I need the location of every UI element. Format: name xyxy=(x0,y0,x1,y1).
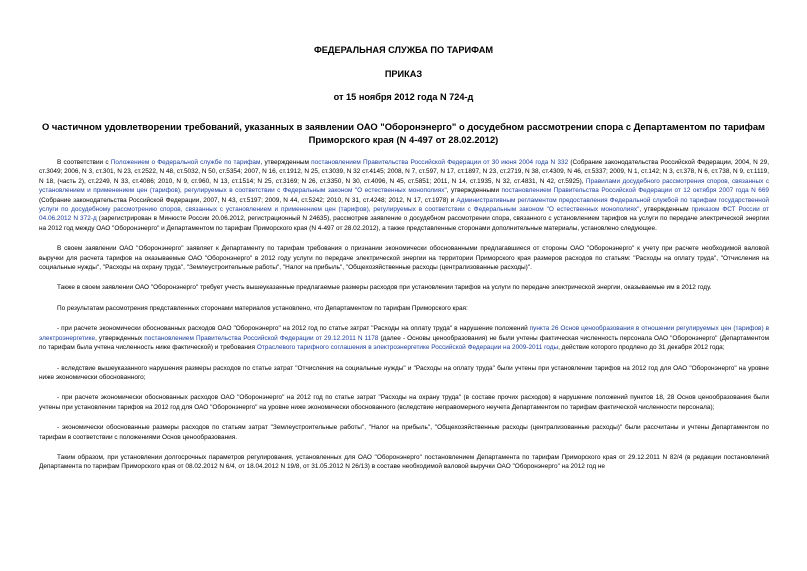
text-run: , утвержденным xyxy=(260,159,312,166)
link-pricing-basics-item-26[interactable]: пункта 26 Основ ценообразования в отношении регулируемых цен (тарифов) в электроэнергетике xyxy=(39,325,769,342)
paragraph-conclusion: Таким образом, при установлении долгосрочных параметров регулирования, установленных для ОАО "Оборонэнерго" постановлением Департамента по тарифам Приморского края от 29.12.2011 N 82/4 (в редакции постановлений Департамента по тарифам Приморского края от 08.02.2012 N 6/4, от 18.04.2012 N 19/8, от 31.05.2012 N 26/13) в составе необходимой валовой выручки ОАО "Оборонэнерго" на 2012 год не xyxy=(39,453,769,471)
text-run: , действие которого продлено до 31 декабря 2012 года; xyxy=(558,344,725,352)
date-number-heading: от 15 ноября 2012 года N 724-д xyxy=(333,92,474,102)
text-run: (Собрание законодательства Российской Федерации, 2007, N 43, ст.5197; 2009, N 44, ст.5242; 2010, N 31, ст.4248; 2012, N 17, ст.1978) и xyxy=(39,196,457,204)
link-administrative-regulation[interactable]: Административным регламентом предоставления Федеральной службой по тарифам государственной услуги по досудебному рассмотрению споров, связанных с установлением и применением цен (тарифов), регулируемых в соответствии с Федеральным законом "О естественных монополиях" xyxy=(39,196,769,214)
paragraph-findings-intro: По результатам рассмотрения представленных сторонами материалов установлено, что Департаментом по тарифам Приморского края: xyxy=(57,304,468,312)
text-run: , утвержденными xyxy=(446,187,502,195)
paragraph-claim: В своем заявлении ОАО "Оборонэнерго" заявляет к Департаменту по тарифам требования о признании экономически обоснованными предлагавшиеся от стороны ОАО "Оборонэнерго" к учету при расчете необходимой валовой выручки для расчета тарифов на оказываемые ОАО "Оборонэнерго" в 2012 году услуги по передаче электрической энергии на территории Приморского края размеров расходов по статьям: "Расходы на оплату труда", "Отчисления на социальные нужды", "Расходы на охрану труда", "Землеустроительные работы", "Налог на прибыль", "Общехозяйственные расходы (централизованные расходы)". xyxy=(39,245,769,272)
text-run: , утвержденным xyxy=(639,206,692,214)
paragraph-finding-labor-safety: - при расчете экономически обоснованных расходов ОАО "Оборонэнерго" на 2012 год по статье затрат "Расходы на охрану труда" (в составе прочих расходов) в нарушение положений пунктов 18, 28 Основ ценообразования были учтены при установлении тарифов на 2012 год для ОАО "Оборонэнерго" на уровне ниже экономически обоснованного (вследствие неправомерного неучета Департаментом по тарифам фактической численности персонала); xyxy=(39,394,769,411)
link-fst-regulation[interactable]: Положением о Федеральной службе по тарифам xyxy=(110,159,261,166)
doc-type-heading: ПРИКАЗ xyxy=(384,69,423,79)
link-government-decree-1178[interactable]: постановлением Правительства Российской Федерации от 29.12.2011 N 1178 xyxy=(144,334,379,342)
link-industry-tariff-agreement[interactable]: Отраслевого тарифного соглашения в электроэнергетике Российской Федерации на 2009-2011 годы xyxy=(256,344,559,352)
link-fst-order-372[interactable]: приказом ФСТ России от 04.06.2012 N 372-д xyxy=(39,206,769,223)
text-run: , утвержденных xyxy=(95,334,145,342)
text-run: (зарегистрирован в Минюсте России 20.06.2012, регистрационный N 24635), рассмотрев заявление о досудебном рассмотрении спора, связанного с установлением тарифов на услуги по передаче электрической энергии на 2012 год между ОАО "Оборонэнерго" и Департаментом по тарифам Приморского края (N 4-497 от 28.02.2012), а также представленные сторонами дополнительные материалы, установлено следующее. xyxy=(39,215,769,232)
paragraph-finding-labor-costs xyxy=(39,324,769,352)
paragraph-finding-other-costs: - экономически обоснованные размеры расходов по статьям затрат "Землеустроительные работы", "Налог на прибыль", "Общехозяйственные расходы (централизованные расходы)" были рассчитаны и учтены Департаментом по тарифам в соответствии с положениями Основ ценообразования. xyxy=(39,424,769,441)
paragraph-claim-additional: Также в своем заявлении ОАО "Оборонэнерго" требует учесть вышеуказанные предлагаемые размеры расходов при установлении тарифов на услуги по передаче электрической энергии, оказываемые им в 2012 году. xyxy=(57,284,712,292)
agency-heading: ФЕДЕРАЛЬНАЯ СЛУЖБА ПО ТАРИФАМ xyxy=(313,45,494,55)
link-government-decree-669[interactable]: постановлением Правительства Российской Федерации от 12 октября 2007 года N 669 xyxy=(501,187,769,195)
link-dispute-rules[interactable]: Правилами досудебного рассмотрения споров, связанных с установлением и применением цен (тарифов), регулируемых в соответствии с Федеральным законом "О естественных монополиях" xyxy=(39,177,769,195)
link-government-decree-332[interactable]: постановлением Правительства Российской Федерации от 30 июня 2004 года N 332 xyxy=(311,159,569,166)
paragraph-legal-basis xyxy=(39,158,769,233)
document-title: О частичном удовлетворении требований, указанных в заявлении ОАО "Оборонэнерго" о досудебном рассмотрении спора с Департаментом по тарифам Приморского края (N 4-497 от 28.02.2012) xyxy=(41,121,765,145)
text-run: (далее - Основы ценообразования) не были учтены фактическая численность персонала ОАО "Оборонэнерго" (Департаментом по тарифам была учтена численность ниже фактической) и требования xyxy=(39,334,769,352)
text-run: - при расчете экономически обоснованных расходов ОАО "Оборонэнерго" на 2012 год по статье затрат "Расходы на оплату труда" в нарушение положений xyxy=(57,325,530,333)
document-body xyxy=(39,158,769,483)
paragraph-finding-social-contributions: - вследствие вышеуказанного нарушения размеры расходов по статье затрат "Отчисления на социальные нужды" и "Расходы на оплату труда" были учтены при установлении тарифов на 2012 год для ОАО "Оборонэнерго" на уровне ниже экономически обоснованного; xyxy=(39,364,769,381)
text-run: (Собрание законодательства Российской Федерации, 2004, N 29, ст.3049; 2006, N 3, ст.301, N 23, ст.2522, N 48, ст.5032, N 50, ст.5354; 2007, N 16, ст.1912, N 25, ст.3039, N 32 ст.4145; 2008, N 7, ст.597, N 17, ст.1897, N 23, ст.2719, N 38, ст.4309, N 46, ст.5337; 2009, N 1, ст.142; N 3, ст.378, N 6, ст.738, N 9, ст.1119, N 18, (часть 2), ст.2249, N 33, ст.4086; 2010, N 9, ст.960, N 13, ст.1514; N 25, ст.3169; N 26, ст.3350, N 30, ст.4096, N 45, ст.5851; 2011, N 14, ст.1935, N 32, ст.4831, N 42, ст.5925), xyxy=(39,159,769,185)
text-run: В соответствии с xyxy=(57,159,111,166)
